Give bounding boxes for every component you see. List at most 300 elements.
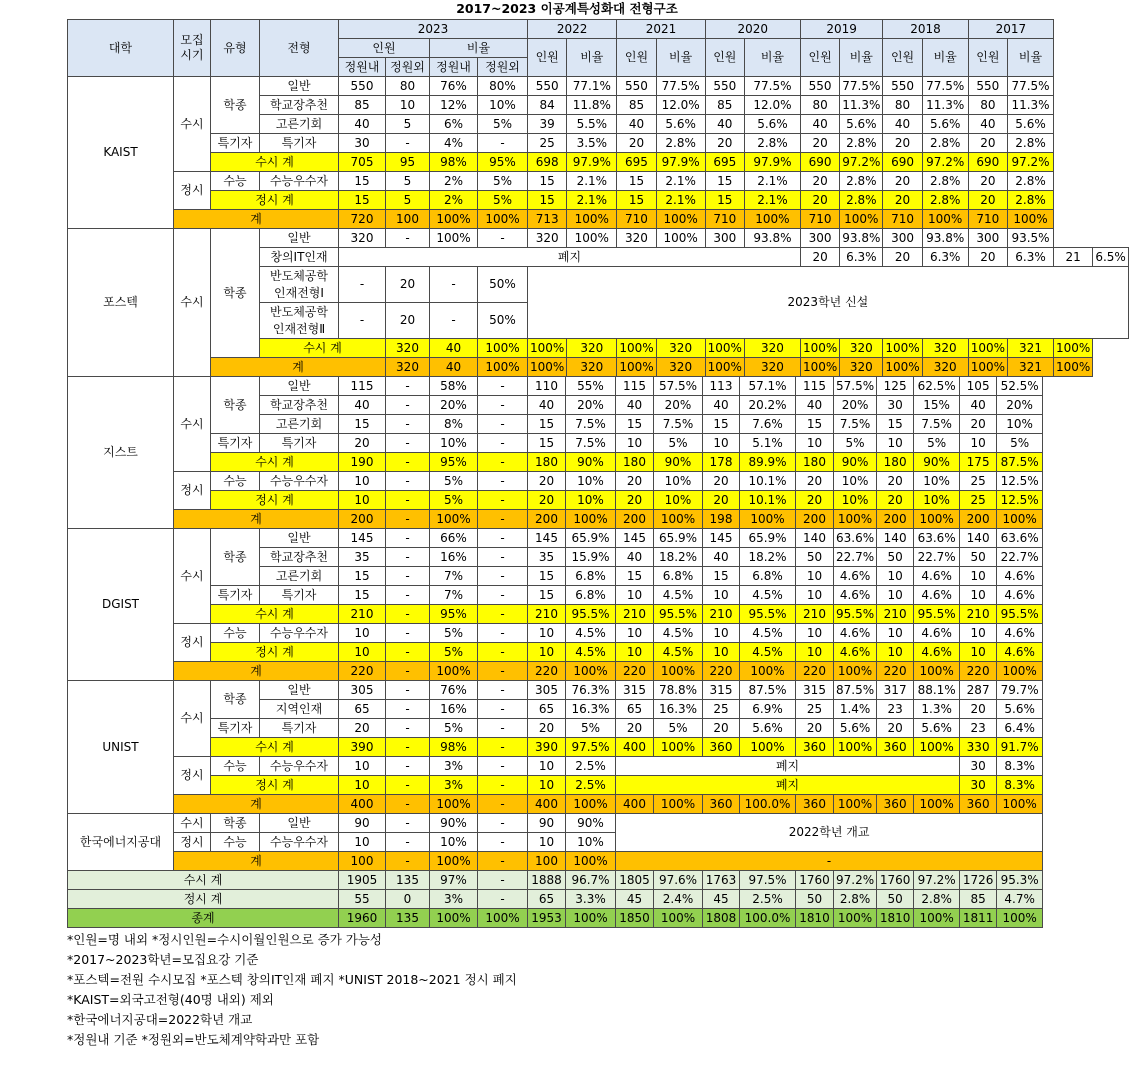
value-cell: 320 (840, 339, 883, 358)
value-cell: 30 (877, 396, 914, 415)
value-cell: 3.3% (566, 890, 616, 909)
value-cell: 100% (430, 510, 478, 529)
value-cell: - (478, 605, 528, 624)
value-cell: 6.8% (566, 586, 616, 605)
value-cell: 360 (796, 795, 834, 814)
value-cell: - (478, 567, 528, 586)
abolished-note: 폐지 (339, 248, 801, 267)
value-cell: 390 (528, 738, 566, 757)
value-cell: 15 (528, 415, 566, 434)
value-cell: 100% (705, 358, 744, 377)
value-cell: 10 (877, 434, 914, 453)
value-cell: 97.2% (840, 153, 883, 172)
value-cell: 25 (960, 491, 997, 510)
value-cell: - (478, 624, 528, 643)
value-cell: 20 (528, 472, 566, 491)
value-cell: 12.5% (997, 491, 1043, 510)
value-cell: 2.8% (922, 191, 968, 210)
value-cell: 5.6% (834, 719, 877, 738)
value-cell: 15 (705, 191, 744, 210)
period-susi: 수시 (174, 77, 211, 172)
value-cell: 320 (528, 229, 567, 248)
value-cell: 15% (914, 396, 960, 415)
value-cell: - (478, 795, 528, 814)
value-cell: - (478, 396, 528, 415)
value-cell: 15 (705, 172, 744, 191)
value-cell: 320 (567, 358, 617, 377)
value-cell: 39 (528, 115, 567, 134)
value-cell: 20 (386, 267, 430, 303)
value-cell: 115 (796, 377, 834, 396)
value-cell: 93.5% (1008, 229, 1054, 248)
value-cell: 55 (339, 890, 386, 909)
value-cell: 690 (800, 153, 839, 172)
value-cell: 5% (430, 719, 478, 738)
value-cell: 65 (339, 700, 386, 719)
value-cell: 7.5% (654, 415, 703, 434)
value-cell: 11.3% (840, 96, 883, 115)
value-cell: - (386, 852, 430, 871)
value-cell: 10 (796, 624, 834, 643)
value-cell: 55% (566, 377, 616, 396)
value-cell: 77.1% (567, 77, 617, 96)
value-cell: - (478, 833, 528, 852)
value-cell: 100% (656, 210, 705, 229)
value-cell: 15 (528, 172, 567, 191)
type-teukgi: 특기자 (211, 134, 260, 153)
value-cell: 3% (430, 776, 478, 795)
value-cell: 100% (997, 662, 1043, 681)
value-cell: 10 (960, 624, 997, 643)
type-suneung: 수능 (211, 472, 260, 491)
value-cell: 320 (339, 229, 386, 248)
value-cell: 5.6% (1008, 115, 1054, 134)
value-cell: 6.3% (840, 248, 883, 267)
value-cell: 20 (800, 248, 839, 267)
value-cell: - (478, 491, 528, 510)
value-cell: 40 (796, 396, 834, 415)
period-jeongsi: 정시 (174, 624, 211, 662)
value-cell: 10% (430, 434, 478, 453)
header-ratio: 비율 (1008, 39, 1054, 77)
jeongsi-subtotal-label: 정시 계 (211, 776, 339, 795)
value-cell: 4.5% (654, 586, 703, 605)
value-cell: 15 (339, 191, 386, 210)
value-cell: 5% (997, 434, 1043, 453)
value-cell: 5.6% (840, 115, 883, 134)
value-cell: 5 (386, 115, 430, 134)
value-cell: 100% (654, 738, 703, 757)
value-cell: 87.5% (740, 681, 796, 700)
value-cell: 5% (834, 434, 877, 453)
value-cell: 145 (528, 529, 566, 548)
value-cell: 10 (703, 643, 740, 662)
value-cell: 1.4% (834, 700, 877, 719)
header-type: 유형 (211, 20, 260, 77)
value-cell: 90% (654, 453, 703, 472)
value-cell: 2.1% (744, 191, 800, 210)
value-cell: 115 (616, 377, 654, 396)
value-cell: 20 (968, 191, 1007, 210)
value-cell: 97.2% (1008, 153, 1054, 172)
value-cell: 95.5% (914, 605, 960, 624)
value-cell: 15 (877, 415, 914, 434)
value-cell: 20 (883, 191, 922, 210)
susi-subtotal-label: 수시 계 (211, 453, 339, 472)
value-cell: 5 (386, 172, 430, 191)
value-cell: - (386, 795, 430, 814)
value-cell: 20 (968, 134, 1007, 153)
open-2022-note: 2022학년 개교 (616, 814, 1043, 852)
value-cell: 100 (339, 852, 386, 871)
value-cell: 12% (430, 96, 478, 115)
value-cell: - (386, 586, 430, 605)
value-cell: 1.3% (914, 700, 960, 719)
value-cell: 85 (705, 96, 744, 115)
value-cell: - (478, 643, 528, 662)
value-cell: 4.5% (740, 624, 796, 643)
value-cell: 113 (703, 377, 740, 396)
value-cell: 20 (703, 491, 740, 510)
value-cell: 50% (478, 303, 528, 339)
value-cell: 2.8% (656, 134, 705, 153)
value-cell: 10% (566, 491, 616, 510)
value-cell: 100% (997, 909, 1043, 928)
value-cell: 15 (796, 415, 834, 434)
value-cell: 20 (883, 248, 922, 267)
value-cell: - (478, 377, 528, 396)
value-cell: 100% (654, 510, 703, 529)
admission-table-lower (67, 376, 1043, 928)
value-cell: 5% (914, 434, 960, 453)
value-cell: 98% (430, 153, 478, 172)
value-cell: 10.1% (740, 472, 796, 491)
header-ratio-2023: 비율 (430, 39, 528, 58)
value-cell: 178 (703, 453, 740, 472)
value-cell: 10% (478, 96, 528, 115)
value-cell: 320 (567, 339, 617, 358)
value-cell: 145 (339, 529, 386, 548)
total-label: 계 (174, 852, 339, 871)
value-cell: 11.8% (567, 96, 617, 115)
value-cell: 87.5% (834, 681, 877, 700)
value-cell: 5 (386, 191, 430, 210)
value-cell: 63.6% (997, 529, 1043, 548)
value-cell: 87.5% (997, 453, 1043, 472)
jeongsi-subtotal-label: 정시 계 (211, 191, 339, 210)
value-cell: 4% (430, 134, 478, 153)
value-cell: 85 (339, 96, 386, 115)
value-cell: 63.6% (834, 529, 877, 548)
value-cell: - (386, 472, 430, 491)
value-cell: 360 (877, 738, 914, 757)
total-label: 계 (211, 358, 386, 377)
header-ratio: 비율 (922, 39, 968, 77)
value-cell: 10 (339, 776, 386, 795)
value-cell: - (386, 567, 430, 586)
value-cell: 100% (800, 358, 839, 377)
value-cell: 2.8% (922, 172, 968, 191)
value-cell: 23 (960, 719, 997, 738)
value-cell: 40 (800, 115, 839, 134)
value-cell: 4.6% (914, 586, 960, 605)
value-cell: 16.3% (566, 700, 616, 719)
value-cell: 100% (430, 210, 478, 229)
value-cell: 20 (616, 491, 654, 510)
value-cell: 550 (968, 77, 1007, 96)
susi-subtotal-label: 수시 계 (260, 339, 386, 358)
value-cell: 2.8% (914, 890, 960, 909)
value-cell: 300 (883, 229, 922, 248)
period-jeongsi: 정시 (174, 472, 211, 510)
track-label: 고른기회 (260, 115, 339, 134)
value-cell: 698 (528, 153, 567, 172)
value-cell: 287 (960, 681, 997, 700)
value-cell: 5.6% (656, 115, 705, 134)
value-cell: 20 (960, 700, 997, 719)
track-label: 특기자 (260, 434, 339, 453)
value-cell: 20 (528, 491, 566, 510)
value-cell: - (478, 472, 528, 491)
value-cell: 20 (616, 719, 654, 738)
value-cell: 52.5% (997, 377, 1043, 396)
value-cell: 10 (877, 586, 914, 605)
value-cell: - (339, 303, 386, 339)
value-cell: 100% (834, 510, 877, 529)
value-cell: 6.3% (1008, 248, 1054, 267)
header-year-2017: 2017 (968, 20, 1053, 39)
value-cell: 97.9% (567, 153, 617, 172)
value-cell: 20 (339, 434, 386, 453)
value-cell: 20 (960, 415, 997, 434)
value-cell: - (386, 396, 430, 415)
value-cell: 40 (703, 548, 740, 567)
value-cell: 50 (796, 890, 834, 909)
value-cell: 95.5% (740, 605, 796, 624)
value-cell: 4.6% (834, 567, 877, 586)
value-cell: - (386, 548, 430, 567)
value-cell: 100% (914, 738, 960, 757)
track-label: 반도체공학 인재전형Ⅱ (260, 303, 339, 339)
value-cell: 100.0% (740, 795, 796, 814)
value-cell: 135 (386, 909, 430, 928)
track-label: 특기자 (260, 719, 339, 738)
value-cell: 100% (528, 339, 567, 358)
value-cell: 5.6% (740, 719, 796, 738)
value-cell: 10 (339, 624, 386, 643)
value-cell: 4.5% (566, 624, 616, 643)
period-jeongsi: 정시 (174, 172, 211, 210)
value-cell: - (386, 738, 430, 757)
value-cell: 10 (877, 624, 914, 643)
value-cell: 20 (877, 719, 914, 738)
value-cell: 89.9% (740, 453, 796, 472)
value-cell: 10% (654, 472, 703, 491)
type-hakjong: 학종 (211, 229, 260, 358)
value-cell: 80 (800, 96, 839, 115)
value-cell: 550 (883, 77, 922, 96)
footnote: *인원=명 내외 *정시인원=수시이월인원으로 증가 가능성 (67, 932, 382, 947)
value-cell: 550 (705, 77, 744, 96)
value-cell: 20 (703, 719, 740, 738)
value-cell: 2.1% (656, 172, 705, 191)
value-cell: 77.5% (922, 77, 968, 96)
value-cell: 6.8% (654, 567, 703, 586)
value-cell: 320 (922, 358, 968, 377)
value-cell: 2.5% (566, 776, 616, 795)
value-cell: 100% (1054, 339, 1093, 358)
value-cell: 10 (528, 757, 566, 776)
value-cell: - (478, 548, 528, 567)
value-cell: 100 (386, 210, 430, 229)
value-cell: 65.9% (654, 529, 703, 548)
value-cell: 15 (528, 567, 566, 586)
value-cell: 220 (339, 662, 386, 681)
value-cell: 100% (566, 662, 616, 681)
value-cell: 2.8% (744, 134, 800, 153)
value-cell: 115 (339, 377, 386, 396)
value-cell: 10 (877, 567, 914, 586)
univ-postech: 포스텍 (68, 229, 174, 377)
value-cell: 135 (386, 871, 430, 890)
period-susi: 수시 (174, 681, 211, 757)
value-cell: 2.8% (1008, 172, 1054, 191)
value-cell: 65 (528, 890, 566, 909)
value-cell: - (478, 229, 528, 248)
value-cell: 5.6% (997, 700, 1043, 719)
value-cell: - (478, 871, 528, 890)
value-cell: 2.1% (567, 191, 617, 210)
value-cell: 175 (960, 453, 997, 472)
value-cell: 360 (703, 738, 740, 757)
value-cell: - (478, 453, 528, 472)
value-cell: 65.9% (740, 529, 796, 548)
footnotes (67, 930, 517, 1050)
value-cell: 1810 (877, 909, 914, 928)
header-year-2020: 2020 (705, 20, 800, 39)
value-cell: 15.9% (566, 548, 616, 567)
value-cell: 5% (430, 643, 478, 662)
value-cell: 4.6% (914, 643, 960, 662)
value-cell: 95% (430, 453, 478, 472)
header-year-2021: 2021 (617, 20, 705, 39)
value-cell: 140 (796, 529, 834, 548)
value-cell: 7.5% (566, 434, 616, 453)
value-cell: 2.8% (840, 191, 883, 210)
value-cell: 5% (478, 191, 528, 210)
value-cell: - (386, 719, 430, 738)
value-cell: 5.6% (744, 115, 800, 134)
value-cell: 320 (922, 339, 968, 358)
value-cell: 23 (877, 700, 914, 719)
value-cell: 100% (883, 358, 922, 377)
value-cell: 6.8% (566, 567, 616, 586)
value-cell: 15 (617, 191, 656, 210)
value-cell: 76% (430, 681, 478, 700)
value-cell: 100% (740, 662, 796, 681)
value-cell: 10% (834, 472, 877, 491)
susi-grand-label: 수시 계 (68, 871, 339, 890)
value-cell: - (478, 776, 528, 795)
value-cell: 100% (922, 210, 968, 229)
value-cell: 180 (528, 453, 566, 472)
value-cell: 220 (616, 662, 654, 681)
value-cell: 100% (567, 229, 617, 248)
header-ratio: 비율 (656, 39, 705, 77)
value-cell: 10 (796, 643, 834, 662)
value-cell: 200 (339, 510, 386, 529)
value-cell: 10 (616, 643, 654, 662)
footnote: *2017~2023학년=모집요강 기준 (67, 952, 259, 967)
value-cell: 6.9% (740, 700, 796, 719)
value-cell: 80 (883, 96, 922, 115)
value-cell: 20% (997, 396, 1043, 415)
abolished-note: 폐지 (616, 776, 960, 795)
header-in: 인원 (705, 39, 744, 77)
value-cell: 2.8% (1008, 191, 1054, 210)
value-cell: 1808 (703, 909, 740, 928)
value-cell: 320 (656, 358, 705, 377)
value-cell: 10 (960, 434, 997, 453)
header-year-2022: 2022 (528, 20, 617, 39)
value-cell: - (478, 738, 528, 757)
value-cell: 4.6% (834, 586, 877, 605)
value-cell: 40 (430, 339, 478, 358)
value-cell: 15 (617, 172, 656, 191)
value-cell: 2% (430, 172, 478, 191)
value-cell: 100% (430, 909, 478, 928)
value-cell: 20% (430, 396, 478, 415)
value-cell: - (478, 700, 528, 719)
value-cell: 100% (914, 795, 960, 814)
jeongsi-grand-label: 정시 계 (68, 890, 339, 909)
value-cell: 16.3% (654, 700, 703, 719)
value-cell: 35 (528, 548, 566, 567)
value-cell: - (478, 681, 528, 700)
value-cell: 90 (339, 814, 386, 833)
value-cell: 140 (960, 529, 997, 548)
value-cell: 35 (339, 548, 386, 567)
value-cell: - (478, 852, 528, 871)
track-label: 학교장추천 (260, 96, 339, 115)
value-cell: 100% (566, 510, 616, 529)
value-cell: 77.5% (840, 77, 883, 96)
value-cell: 5.1% (740, 434, 796, 453)
value-cell: 10 (339, 833, 386, 852)
value-cell: 550 (617, 77, 656, 96)
value-cell: - (386, 415, 430, 434)
track-label: 일반 (260, 814, 339, 833)
total-label: 계 (174, 210, 339, 229)
value-cell: 7% (430, 586, 478, 605)
new-2023-note: 2023학년 신설 (528, 267, 1129, 339)
value-cell: - (386, 776, 430, 795)
value-cell: 4.5% (740, 643, 796, 662)
value-cell: 77.5% (1008, 77, 1054, 96)
value-cell: 2.8% (840, 134, 883, 153)
value-cell: 10 (339, 472, 386, 491)
header-quota-out: 정원외 (386, 58, 430, 77)
value-cell: 20% (654, 396, 703, 415)
value-cell: 1726 (960, 871, 997, 890)
value-cell: 100% (705, 339, 744, 358)
univ-kentech: 한국에너지공대 (68, 814, 174, 871)
value-cell: 100.0% (740, 909, 796, 928)
value-cell: - (386, 662, 430, 681)
value-cell: 25 (703, 700, 740, 719)
value-cell: 10% (834, 491, 877, 510)
value-cell: 15 (703, 567, 740, 586)
